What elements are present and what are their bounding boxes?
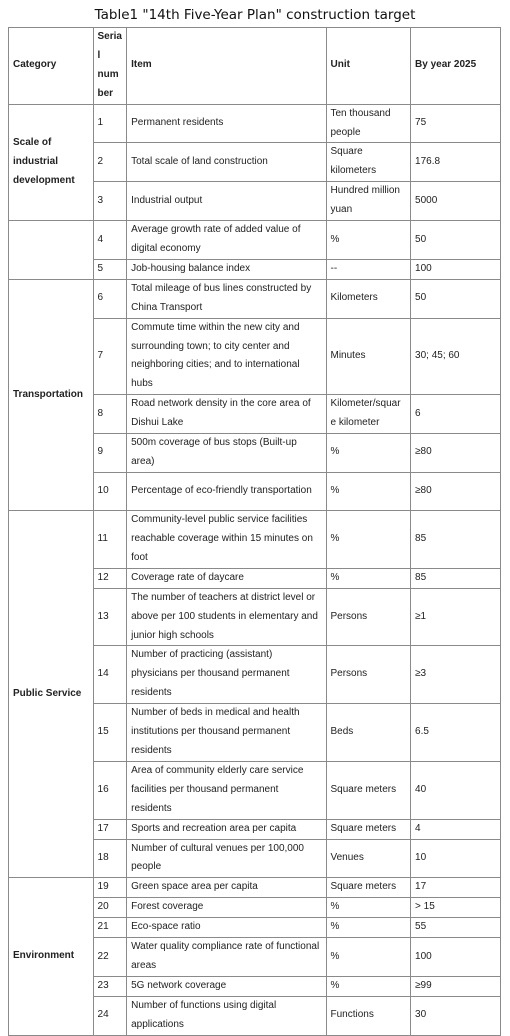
item-cell: 5G network coverage <box>127 976 326 996</box>
unit-cell: % <box>326 472 411 510</box>
target-cell: 4 <box>411 819 501 839</box>
serial-number-cell: 10 <box>93 472 127 510</box>
unit-cell: -- <box>326 259 411 279</box>
serial-number-cell: 9 <box>93 434 127 473</box>
target-cell: 6.5 <box>411 704 501 762</box>
target-cell: 75 <box>411 104 501 143</box>
unit-cell: % <box>326 938 411 977</box>
unit-cell: Minutes <box>326 318 411 395</box>
category-cell: Environment <box>9 878 94 1035</box>
target-cell: > 15 <box>411 898 501 918</box>
item-cell: Water quality compliance rate of functional areas <box>127 938 326 977</box>
unit-cell: Kilometer/square kilometer <box>326 395 411 434</box>
category-cell: Public Service <box>9 511 94 878</box>
item-cell: Average growth rate of added value of digital economy <box>127 221 326 260</box>
table-body <box>9 104 501 1035</box>
unit-cell: % <box>326 434 411 473</box>
target-cell: ≥1 <box>411 588 501 646</box>
target-cell: 50 <box>411 221 501 260</box>
unit-cell: % <box>326 511 411 569</box>
serial-number-cell: 3 <box>93 182 127 221</box>
unit-cell: % <box>326 221 411 260</box>
unit-cell: Persons <box>326 646 411 704</box>
header-serial-number: Serial number <box>93 28 127 105</box>
item-cell: Commute time within the new city and surrounding town; to city center and neighboring cities; and to international hubs <box>127 318 326 395</box>
item-cell: Green space area per capita <box>127 878 326 898</box>
table-row <box>9 279 501 318</box>
serial-number-cell: 17 <box>93 819 127 839</box>
item-cell: The number of teachers at district level or above per 100 students in elementary and junior high schools <box>127 588 326 646</box>
header-item: Item <box>127 28 326 105</box>
unit-cell: Beds <box>326 704 411 762</box>
table-caption: Table1 "14th Five-Year Plan" construction target <box>94 7 416 23</box>
item-cell: Area of community elderly care service facilities per thousand permanent residents <box>127 761 326 819</box>
unit-cell: % <box>326 568 411 588</box>
item-cell: Sports and recreation area per capita <box>127 819 326 839</box>
serial-number-cell: 20 <box>93 898 127 918</box>
item-cell: 500m coverage of bus stops (Built-up area) <box>127 434 326 473</box>
header-row <box>9 28 501 105</box>
target-cell: 85 <box>411 511 501 569</box>
table-row <box>9 878 501 898</box>
serial-number-cell: 19 <box>93 878 127 898</box>
item-cell: Total mileage of bus lines constructed by China Transport <box>127 279 326 318</box>
serial-number-cell: 5 <box>93 259 127 279</box>
unit-cell: Venues <box>326 839 411 878</box>
item-cell: Number of cultural venues per 100,000 people <box>127 839 326 878</box>
unit-cell: Square meters <box>326 878 411 898</box>
item-cell: Eco-space ratio <box>127 918 326 938</box>
serial-number-cell: 18 <box>93 839 127 878</box>
unit-cell: Hundred million yuan <box>326 182 411 221</box>
target-cell: 85 <box>411 568 501 588</box>
target-cell: 17 <box>411 878 501 898</box>
target-cell: 176.8 <box>411 143 501 182</box>
serial-number-cell: 15 <box>93 704 127 762</box>
target-cell: 100 <box>411 938 501 977</box>
unit-cell: Square meters <box>326 819 411 839</box>
construction-target-table <box>8 27 501 1036</box>
serial-number-cell: 2 <box>93 143 127 182</box>
header-unit: Unit <box>326 28 411 105</box>
target-cell: ≥99 <box>411 976 501 996</box>
target-cell: 5000 <box>411 182 501 221</box>
unit-cell: Square meters <box>326 761 411 819</box>
category-cell: Transportation <box>9 279 94 510</box>
target-cell: 6 <box>411 395 501 434</box>
item-cell: Community-level public service facilities reachable coverage within 15 minutes on foot <box>127 511 326 569</box>
target-cell: ≥80 <box>411 434 501 473</box>
serial-number-cell: 23 <box>93 976 127 996</box>
target-cell: 100 <box>411 259 501 279</box>
item-cell: Permanent residents <box>127 104 326 143</box>
serial-number-cell: 14 <box>93 646 127 704</box>
table-row <box>9 511 501 569</box>
target-cell: 50 <box>411 279 501 318</box>
unit-cell: Persons <box>326 588 411 646</box>
item-cell: Number of functions using digital applications <box>127 996 326 1035</box>
serial-number-cell: 6 <box>93 279 127 318</box>
category-cell: Scale of industrial development <box>9 104 94 220</box>
unit-cell: Functions <box>326 996 411 1035</box>
serial-number-cell: 1 <box>93 104 127 143</box>
serial-number-cell: 24 <box>93 996 127 1035</box>
target-cell: 30; 45; 60 <box>411 318 501 395</box>
table-row <box>9 104 501 143</box>
item-cell: Coverage rate of daycare <box>127 568 326 588</box>
target-cell: 55 <box>411 918 501 938</box>
serial-number-cell: 12 <box>93 568 127 588</box>
unit-cell: Kilometers <box>326 279 411 318</box>
item-cell: Industrial output <box>127 182 326 221</box>
serial-number-cell: 7 <box>93 318 127 395</box>
table-row <box>9 221 501 260</box>
item-cell: Job-housing balance index <box>127 259 326 279</box>
item-cell: Forest coverage <box>127 898 326 918</box>
item-cell: Percentage of eco-friendly transportation <box>127 472 326 510</box>
serial-number-cell: 16 <box>93 761 127 819</box>
serial-number-cell: 11 <box>93 511 127 569</box>
serial-number-cell: 4 <box>93 221 127 260</box>
serial-number-cell: 13 <box>93 588 127 646</box>
item-cell: Number of beds in medical and health institutions per thousand permanent residents <box>127 704 326 762</box>
unit-cell: % <box>326 898 411 918</box>
unit-cell: Ten thousand people <box>326 104 411 143</box>
target-cell: ≥80 <box>411 472 501 510</box>
header-category: Category <box>9 28 94 105</box>
unit-cell: % <box>326 918 411 938</box>
category-cell <box>9 221 94 280</box>
serial-number-cell: 8 <box>93 395 127 434</box>
target-cell: 30 <box>411 996 501 1035</box>
item-cell: Number of practicing (assistant) physicians per thousand permanent residents <box>127 646 326 704</box>
unit-cell: Square kilometers <box>326 143 411 182</box>
serial-number-cell: 21 <box>93 918 127 938</box>
target-cell: ≥3 <box>411 646 501 704</box>
header-target: By year 2025 <box>411 28 501 105</box>
serial-number-cell: 22 <box>93 938 127 977</box>
item-cell: Total scale of land construction <box>127 143 326 182</box>
item-cell: Road network density in the core area of Dishui Lake <box>127 395 326 434</box>
target-cell: 10 <box>411 839 501 878</box>
target-cell: 40 <box>411 761 501 819</box>
unit-cell: % <box>326 976 411 996</box>
